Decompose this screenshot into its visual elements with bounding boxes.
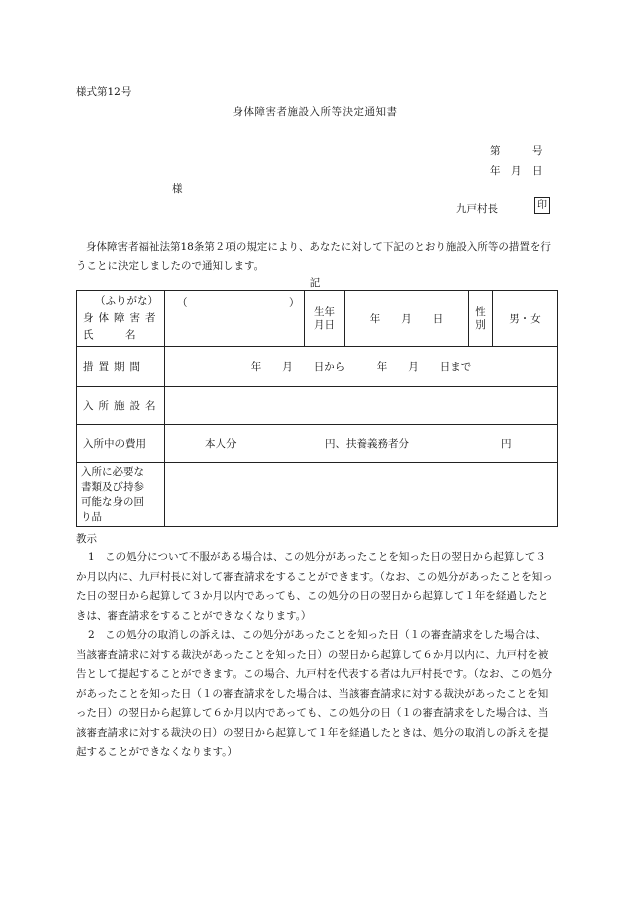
name-label-line1: 身体障害者 xyxy=(83,312,161,324)
sex-label-line1: 性 xyxy=(475,305,486,318)
birth-label-cell xyxy=(305,291,345,347)
document-number: 第 号 xyxy=(490,145,543,157)
decision-table xyxy=(76,290,558,527)
cost-self-label: 本人分 xyxy=(205,438,237,450)
document-title: 身体障害者施設入所等決定通知書 xyxy=(232,106,398,118)
notice-heading: 教示 xyxy=(76,533,97,545)
cost-supporter-unit: 円 xyxy=(501,438,512,450)
items-label-line4: り品 xyxy=(81,510,102,523)
addressee-suffix: 様 xyxy=(172,183,183,195)
seal-box: 印 xyxy=(534,197,550,214)
period-label: 措置期間 xyxy=(77,347,165,387)
items-label-cell xyxy=(77,463,165,527)
birth-label-line1: 生年 xyxy=(314,305,335,318)
ki-heading: 記 xyxy=(309,277,321,289)
form-number: 様式第12号 xyxy=(76,86,132,98)
birth-value-cell[interactable]: 年 月 日 xyxy=(345,291,469,347)
name-label-line2: 氏 名 xyxy=(83,329,136,341)
cost-self-unit: 円、扶養義務者分 xyxy=(325,438,409,450)
sex-value-cell[interactable]: 男・女 xyxy=(493,291,558,347)
table-row-cost xyxy=(77,425,558,463)
birth-label-line2: 月日 xyxy=(314,318,335,331)
issuer-name: 九戸村長 xyxy=(456,203,498,215)
cost-value[interactable] xyxy=(165,425,558,463)
table-row-items xyxy=(77,463,558,527)
name-label-cell xyxy=(77,291,165,347)
facility-label: 入所施設名 xyxy=(77,387,165,425)
table-row-period xyxy=(77,347,558,387)
items-label-line3: 可能な身の回 xyxy=(81,495,144,508)
body-paragraph: 身体障害者福祉法第18条第２項の規定により、あなたに対して下記のとおり施設入所等の措置を行うことに決定しましたので通知します。 xyxy=(76,241,551,272)
items-label-line1: 入所に必要な xyxy=(81,465,144,478)
furigana-label: （ふりがな） xyxy=(95,295,158,307)
name-value-cell[interactable] xyxy=(165,291,305,347)
items-value[interactable] xyxy=(165,463,558,527)
sex-label-line2: 別 xyxy=(475,318,486,331)
cost-label: 入所中の費用 xyxy=(77,425,165,463)
furigana-open-paren: （ xyxy=(177,297,188,309)
furigana-close-paren: ） xyxy=(289,297,300,309)
table-row-name xyxy=(77,291,558,347)
items-label-line2: 書類及び持参 xyxy=(81,480,144,493)
facility-value[interactable] xyxy=(165,387,558,425)
table-row-facility xyxy=(77,387,558,425)
sex-label-cell xyxy=(469,291,493,347)
notice-item-1: 1 この処分について不服がある場合は、この処分があったことを知った日の翌日から起算して３か月以内に、九戸村長に対して審査請求をすることができます。（なお、この処分があったことを知った日の翌日から起算して３か月以内であっても、この処分の日の翌日から起算して１年を経過したときは、審査請求をすることができなくなります。） xyxy=(76,551,553,622)
notice-item-2: 2 この処分の取消しの訴えは、この処分があったことを知った日（１の審査請求をした場合は、当該審査請求に対する裁決があったことを知った日）の翌日から起算して６か月以内に、九戸村を被告として提起することができます。この場合、九戸村を代表する者は九戸村長です。（なお、この処分があったことを知った日（１の審査請求をした場合は、当該審査請求に対する裁決があったことを知った日）の翌日から起算して６か月以内であっても、この処分の日（１の審査請求をした場合は、当該審査請求に対する裁決の日）の翌日から起算して１年を経過したときは、処分の取消しの訴えを提起することができなくなります。） xyxy=(76,629,553,758)
period-value[interactable]: 年 月 日から 年 月 日まで xyxy=(165,347,558,387)
issue-date: 年 月 日 xyxy=(490,165,543,177)
